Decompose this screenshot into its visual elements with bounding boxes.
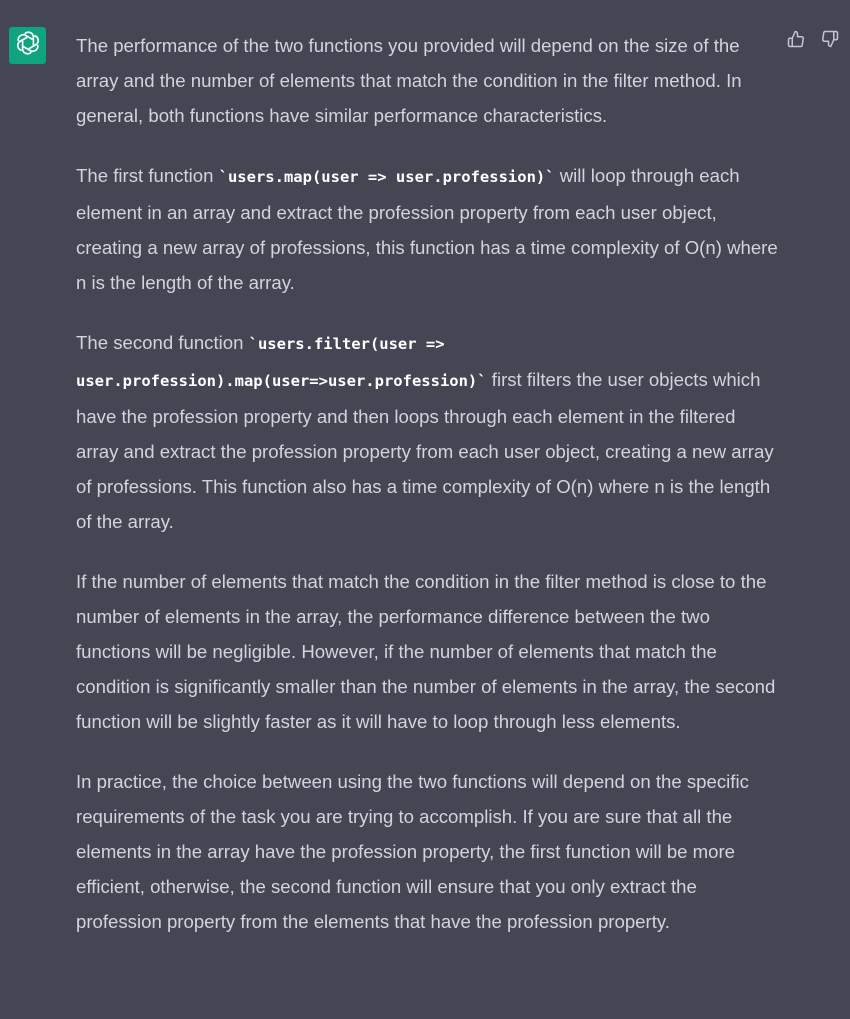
paragraph-1: The performance of the two functions you provided will depend on the size of the array and the number of elements that match the condition in the filter method. In general, both functions have similar performance characteristics. — [76, 35, 742, 126]
thumbs-down-icon — [821, 29, 839, 54]
paragraph-3-rest: first filters the user objects which have the profession property and then loops through each element in the filtered array and extract the profession property from each user object, creating a new array of professions. This function also has a time complexity of O(n) where n is the length of the array. — [76, 369, 774, 532]
assistant-avatar — [9, 27, 46, 64]
feedback-buttons — [786, 30, 840, 52]
inline-code-filter-map: `users.filter(user => user.profession).map(user=>user.profession)` — [76, 335, 487, 390]
thumbs-down-button[interactable] — [820, 30, 840, 52]
inline-code-map: `users.map(user => user.profession)` — [218, 168, 555, 186]
paragraph-4: If the number of elements that match the condition in the filter method is close to the number of elements in the array, the performance difference between the two functions will be negligible. However, if the number of elements that match the condition is significantly smaller than the number of elements in the array, the second function will be slightly faster as it will have to loop through less elements. — [76, 571, 776, 732]
openai-logo-icon — [15, 30, 41, 61]
paragraph-2 — [76, 158, 781, 300]
message-content — [76, 28, 781, 964]
thumbs-up-icon — [787, 29, 805, 54]
paragraph-5: In practice, the choice between using the two functions will depend on the specific requirements of the task you are trying to accomplish. If you are sure that all the elements in the array have the profession property, the first function will be more efficient, otherwise, the second function will ensure that you only extract the profession property from the elements that have the profession property. — [76, 771, 749, 932]
paragraph-2-rest: will loop through each element in an array and extract the profession property from each user object, creating a new array of professions, this function has a time complexity of O(n) where n is the length of the array. — [76, 165, 778, 293]
thumbs-up-button[interactable] — [786, 30, 806, 52]
paragraph-3-intro: The second function — [76, 332, 249, 353]
paragraph-3 — [76, 325, 781, 539]
paragraph-2-intro: The first function — [76, 165, 219, 186]
